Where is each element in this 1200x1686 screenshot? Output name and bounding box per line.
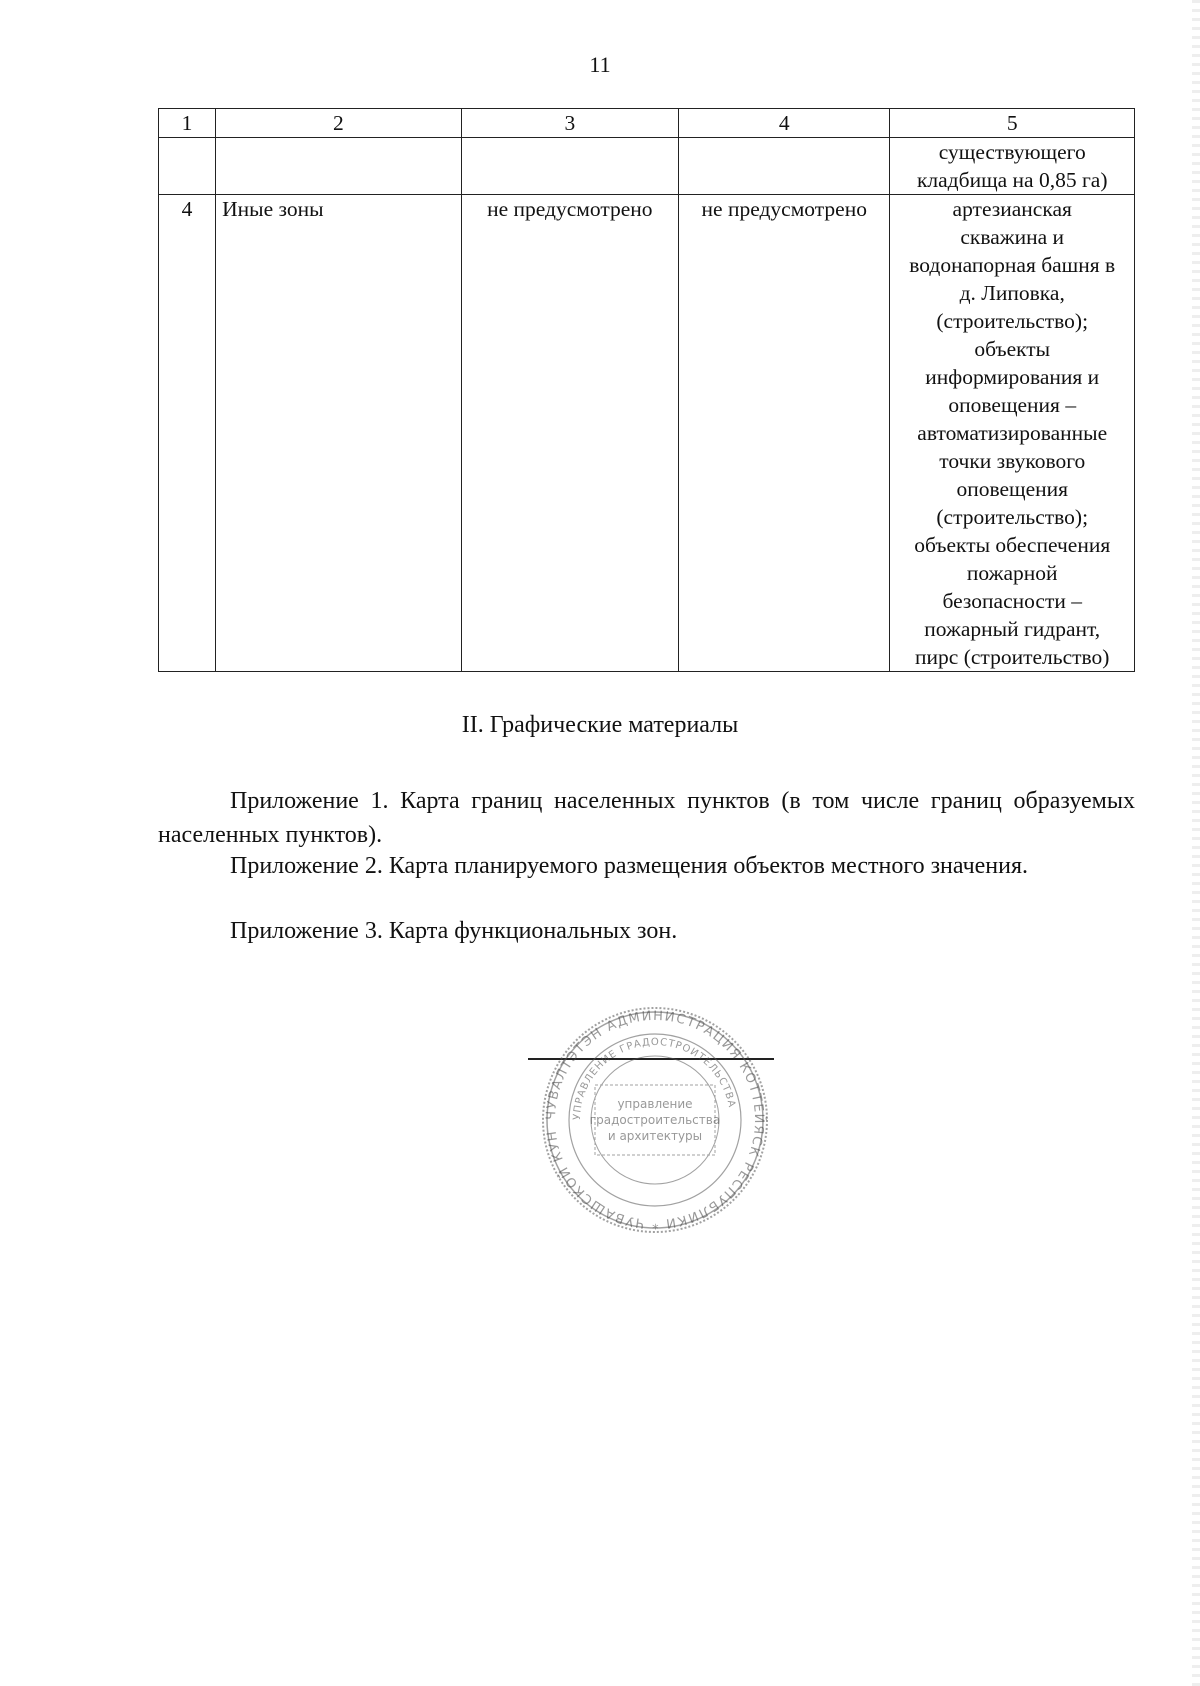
cell-line: (строительство); <box>936 309 1089 333</box>
cell-line: скважина и <box>960 225 1065 249</box>
official-seal <box>520 1000 790 1240</box>
appendix-text: Приложение 3. Карта функциональных зон. <box>230 918 678 944</box>
cell-line: существующего <box>938 140 1086 164</box>
cell-line: точки звукового <box>939 449 1086 473</box>
table-header-row <box>159 109 1135 138</box>
appendix-item <box>158 849 1135 883</box>
table-row-continuation <box>159 138 1135 195</box>
cell-empty <box>216 138 462 195</box>
cell-objects-list <box>890 195 1135 672</box>
seal-outer-text: ЧУВАЛТЭТЭН АДМИНИСТРАЦИЯ КОТТЕЙЯСК РЕСПУБЛИКИ * ЧУВАШСКОЙ КУН <box>543 1008 767 1232</box>
seal-center-line: градостроительства <box>589 1113 721 1127</box>
header-cell-4: 4 <box>679 109 890 138</box>
row-number: 4 <box>159 195 216 672</box>
table-row-4 <box>159 195 1135 672</box>
cell-line: безопасности – <box>942 589 1082 613</box>
cell-line: пожарной <box>966 561 1058 585</box>
cell-line: (строительство); <box>936 505 1089 529</box>
cell-line: пожарный гидрант, <box>924 617 1101 641</box>
cell-line: автоматизированные <box>917 421 1108 445</box>
seal-center-line: управление <box>617 1097 693 1111</box>
cell-line: кладбища на 0,85 га) <box>916 168 1108 192</box>
cell-line: объекты обеспечения <box>914 533 1111 557</box>
page-number: 11 <box>589 52 611 77</box>
cell-line: водонапорная башня в <box>909 253 1116 277</box>
header-cell-2: 2 <box>216 109 462 138</box>
appendix-item <box>158 784 1135 852</box>
appendix-text: Приложение 1. Карта границ населенных пунктов (в том числе границ образуемых населенных пунктов). <box>158 788 1135 848</box>
cell-empty <box>461 138 678 195</box>
header-cell-1: 1 <box>159 109 216 138</box>
cell-line: д. Липовка, <box>959 281 1065 305</box>
cell-line: оповещения <box>956 477 1069 501</box>
zones-table <box>158 108 1135 672</box>
cell-empty <box>159 138 216 195</box>
cell-continuation-text <box>890 138 1135 195</box>
scan-edge-artifact <box>1192 0 1200 1686</box>
cell-empty <box>679 138 890 195</box>
appendix-item <box>158 914 1135 948</box>
seal-inner-text: УПРАВЛЕНИЕ ГРАДОСТРОИТЕЛЬСТВА <box>571 1036 738 1121</box>
zone-name: Иные зоны <box>216 195 462 672</box>
cell-line: объекты <box>974 337 1051 361</box>
seal-graphic <box>520 1000 790 1240</box>
cell-line: артезианская <box>952 197 1072 221</box>
appendix-text: Приложение 2. Карта планируемого размещения объектов местного значения. <box>230 853 1029 879</box>
cell-line: оповещения – <box>948 393 1077 417</box>
cell-line: пирс (строительство) <box>915 645 1110 669</box>
cell-col3: не предусмотрено <box>461 195 678 672</box>
seal-center-line: и архитектуры <box>607 1129 703 1143</box>
section-title: II. Графические материалы <box>461 712 739 738</box>
header-cell-3: 3 <box>461 109 678 138</box>
cell-line: информирования и <box>925 365 1100 389</box>
cell-col4: не предусмотрено <box>679 195 890 672</box>
header-cell-5: 5 <box>890 109 1135 138</box>
